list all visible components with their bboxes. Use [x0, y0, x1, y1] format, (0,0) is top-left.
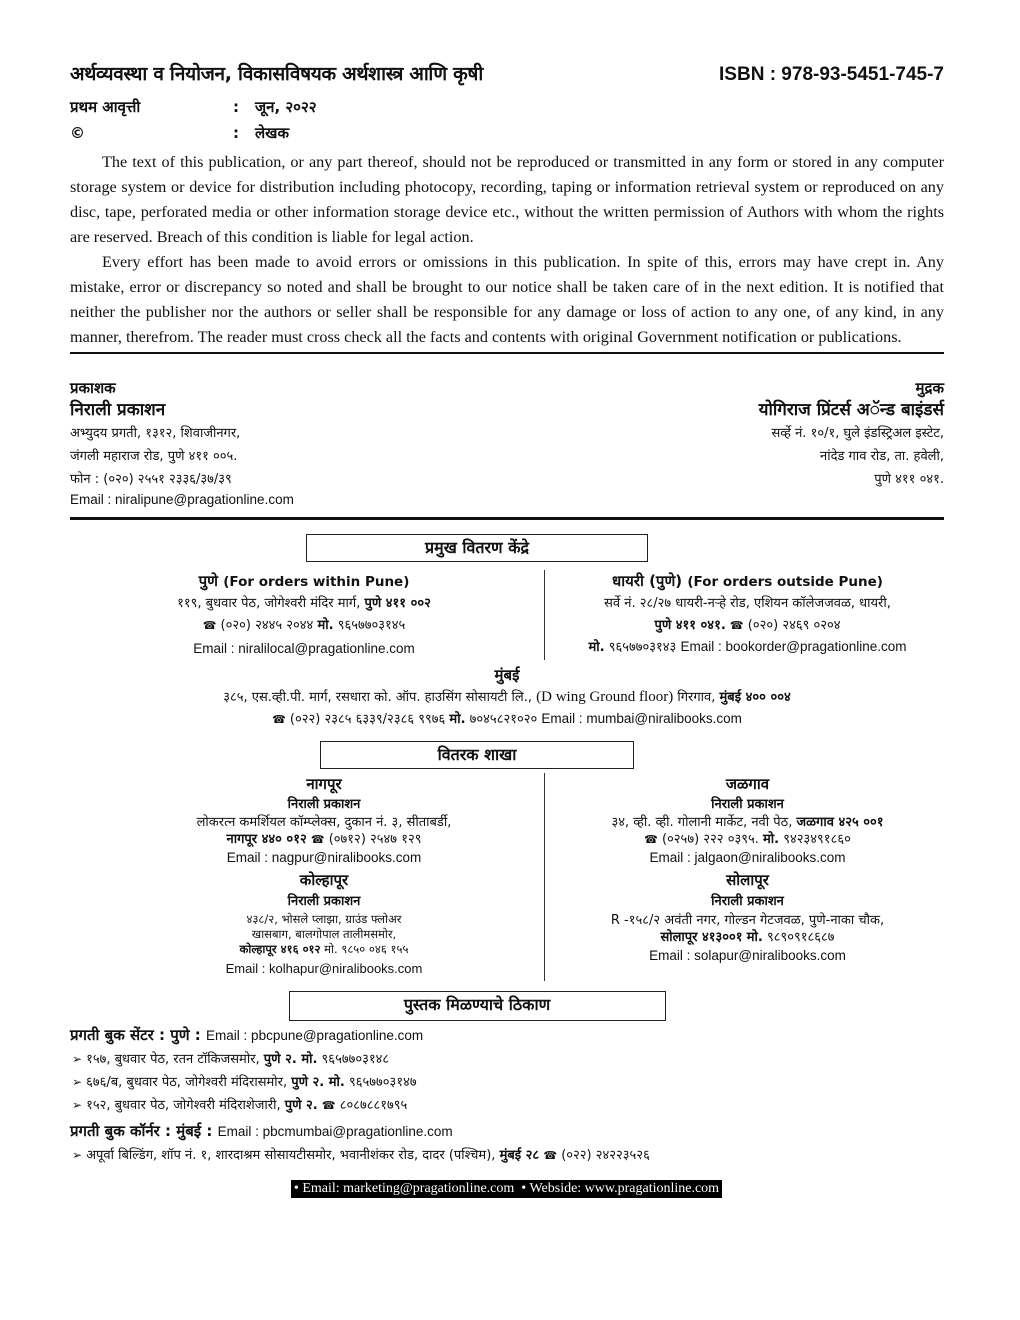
nagpur-pin: नागपूर ४४० ०१२	[226, 831, 307, 847]
item-city: पुणे २. मो.	[263, 1051, 318, 1067]
solapur-branch	[551, 869, 944, 965]
mobile-label: मो.	[746, 929, 763, 945]
item-address: १५७, बुधवार पेठ, रतन टॉकिजसमोर,	[86, 1051, 260, 1067]
pune-contact	[70, 615, 538, 637]
branch-columns	[70, 773, 944, 981]
pune-bookstore-email[interactable]: Email : pbcpune@pragationline.com	[206, 1027, 424, 1043]
pune-bookstore-item	[70, 1071, 944, 1094]
kolhapur-email[interactable]: Email : kolhapur@niralibooks.com	[225, 960, 423, 976]
mumbai-heading: मुंबई	[494, 665, 520, 684]
footer-email[interactable]: Email: marketing@pragationline.com	[302, 1180, 515, 1196]
publisher-printer-row	[70, 378, 944, 509]
item-number: ९६५७७०३१४७	[349, 1074, 417, 1090]
title-line	[70, 60, 944, 86]
pune-phone: (०२०) २४४५ २०४४	[220, 617, 314, 633]
nagpur-branch	[110, 773, 538, 867]
solapur-mobile: ९८९०९१८६८७	[766, 929, 835, 945]
branches-right-column	[545, 773, 944, 981]
kolhapur-branch	[110, 869, 538, 981]
nagpur-email[interactable]: Email : nagpur@niralibooks.com	[226, 849, 422, 865]
mumbai-address	[70, 686, 944, 709]
solapur-org: निराली प्रकाशन	[711, 893, 784, 909]
branches-left-column	[70, 773, 545, 981]
pune-note: (For orders within Pune)	[223, 573, 410, 590]
isbn: ISBN : 978-93-5451-745-7	[719, 64, 944, 85]
mobile-label: मो.	[588, 639, 605, 655]
item-city: पुणे २.	[284, 1097, 318, 1113]
jalgaon-email[interactable]: Email : jalgaon@niralibooks.com	[649, 849, 846, 865]
item-number: (०२२) २४२२३५२६	[561, 1147, 650, 1163]
printer-name: योगिराज प्रिंटर्स अॅन्ड बाइंडर्स	[758, 400, 944, 420]
jalgaon-city: जळगाव	[725, 774, 770, 793]
phone-icon: ☎	[272, 712, 286, 726]
publisher-address-1: अभ्युदय प्रगती, १३१२, शिवाजीनगर,	[70, 426, 241, 441]
mobile-label: मो.	[763, 831, 780, 847]
solapur-address: R -१५८/२ अवंती नगर, गोल्डन गेटजवळ, पुणे-नाका चौक,	[610, 912, 885, 928]
item-city: मुंबई २८	[499, 1147, 540, 1163]
phone-icon: ☎	[644, 832, 658, 846]
jalgaon-contact	[551, 831, 944, 848]
copyright-row	[70, 122, 944, 144]
printer-block	[524, 378, 944, 509]
book-title: अर्थव्यवस्था व नियोजन, विकासविषयक अर्थशास्त्र आणि कृषी	[70, 63, 484, 85]
mobile-label: मो.	[317, 617, 334, 633]
kolhapur-address-1: ४३८/२, भोसले प्लाझा, ग्राउंड फ्लोअर	[246, 911, 402, 926]
dhayari-mobile: ९६५७७०३१४३	[608, 639, 677, 655]
dhayari-center	[545, 570, 944, 660]
mobile-label: मो.	[449, 711, 466, 727]
mumbai-phone: (०२२) २३८५ ६३३९/२३८६ ९९७६	[289, 711, 446, 727]
solapur-city: सोलापूर	[726, 870, 769, 889]
kolhapur-org: निराली प्रकाशन	[287, 893, 361, 909]
item-number: ९६५७७०३१४८	[321, 1051, 390, 1067]
mumbai-pin: मुंबई ४०० ००४	[719, 689, 791, 705]
pune-email[interactable]: Email : niralilocal@pragationline.com	[193, 640, 415, 656]
item-address: ६७६/ब, बुधवार पेठ, जोगेश्वरी मंदिरासमोर,	[86, 1074, 288, 1090]
pune-mobile: ९६५७७०३१४५	[337, 617, 406, 633]
pune-city: पुणे	[198, 571, 218, 590]
arrow-bullet-icon: ➢	[72, 1097, 83, 1112]
pune-address-text: ११९, बुधवार पेठ, जोगेश्वरी मंदिर मार्ग,	[177, 595, 361, 611]
jalgaon-org: निराली प्रकाशन	[711, 796, 784, 812]
phone-icon: ☎	[202, 618, 217, 632]
mumbai-address-en: (D wing Ground floor)	[536, 688, 674, 705]
printer-address-3: पुणे ४११ ०४१.	[874, 472, 944, 487]
printer-heading: मुद्रक	[915, 379, 944, 397]
item-address: १५२, बुधवार पेठ, जोगेश्वरी मंदिराशेजारी,	[86, 1097, 281, 1113]
copyright-value: लेखक	[255, 124, 289, 142]
nagpur-phone: (०७१२) २५४७ १२९	[328, 831, 422, 847]
distribution-columns	[70, 570, 944, 660]
mumbai-mobile: ७०४५८२१०२०	[469, 711, 538, 727]
publisher-address-2: जंगली महाराज रोड, पुणे ४११ ००५.	[70, 449, 238, 464]
edition-value: जून, २०२२	[255, 98, 317, 116]
divider	[70, 517, 944, 520]
solapur-pin: सोलापूर ४१३००१	[660, 929, 743, 945]
mobile-label: मो.	[324, 941, 338, 956]
kolhapur-pin: कोल्हापूर ४१६ ०१२	[239, 941, 321, 956]
footer-bar	[291, 1180, 722, 1198]
legal-paragraph-1: The text of this publication, or any part thereof, should not be reproduced or transmitted in any form or stored in any computer storage system or device for distribution including photocopy, recording, taping or information retrieval system or reproduced on any disc, tape, perforated media or other information storage device etc., without the written permission of Authors with whom the rights are reserved. Breach of this condition is liable for legal action.	[70, 153, 944, 246]
arrow-bullet-icon: ➢	[72, 1051, 83, 1066]
dhayari-note: (For orders outside Pune)	[687, 573, 883, 590]
kolhapur-address-2: खासबाग, बालगोपाल तालीमसमोर,	[251, 926, 397, 941]
dhayari-address: सर्वे नं. २८/२७ धायरी-नऱ्हे रोड, एशियन कॉलेजजवळ, धायरी,	[604, 595, 891, 611]
dhayari-city: धायरी (पुणे)	[612, 571, 683, 590]
legal-paragraph-2: Every effort has been made to avoid errors or omissions in this publication. In spite of this, errors may have crept in. Any mistake, error or discrepancy so noted and shall be brought to our notice shall be taken care of in the next edition. It is notified that neither the publisher nor the authors or seller shall be responsible for any damage or loss of action to any one, of any kind, in any manner, therefrom. The reader must cross check all the facts and contents with original Government notification or publications.	[70, 253, 944, 346]
mumbai-address-text: ३८५, एस.व्ही.पी. मार्ग, रसधारा को. ऑप. हाउसिंग सोसायटी लि.,	[223, 689, 537, 705]
footer-website[interactable]: Webside: www.pragationline.com	[529, 1180, 720, 1196]
bullet-icon: •	[293, 1180, 299, 1196]
arrow-bullet-icon: ➢	[72, 1074, 83, 1089]
jalgaon-address	[551, 814, 944, 831]
mumbai-bookstore-item	[70, 1144, 944, 1167]
edition-row	[70, 96, 944, 118]
publisher-phone: फोन : (०२०) २५५१ २३३६/३७/३९	[70, 472, 232, 487]
footer	[70, 1177, 944, 1198]
pune-bookstore-item	[70, 1048, 944, 1071]
pune-center	[70, 570, 545, 660]
bookstores-title: पुस्तक मिळण्याचे ठिकाण	[289, 991, 666, 1021]
publisher-email[interactable]: Email : niralipune@pragationline.com	[70, 492, 294, 507]
mumbai-center	[70, 664, 944, 731]
dhayari-pin: पुणे ४११ ०४१.	[654, 617, 726, 633]
phone-icon: ☎	[321, 1098, 336, 1112]
item-address: अपूर्वा बिल्डिंग, शॉप नं. १, शारदाश्रम सोसायटीसमोर, भवानीशंकर रोड, दादर (पश्चिम),	[86, 1147, 496, 1163]
branches-title: वितरक शाखा	[320, 741, 634, 769]
mumbai-contact	[70, 709, 944, 731]
pune-bookstore-item	[70, 1094, 944, 1117]
dhayari-heading	[551, 570, 944, 593]
publisher-heading: प्रकाशक	[70, 379, 116, 397]
pune-bookstore-heading	[70, 1023, 944, 1048]
nagpur-address: लोकरत्न कमर्शियल कॉम्प्लेक्स, दुकान नं. ३, सीताबर्डी,	[196, 814, 452, 830]
dhayari-email[interactable]: Email : bookorder@pragationline.com	[680, 638, 907, 654]
copyright-symbol: ©	[70, 124, 85, 142]
phone-icon: ☎	[543, 1148, 558, 1162]
mumbai-bookstore-email[interactable]: Email : pbcmumbai@pragationline.com	[217, 1123, 453, 1139]
dhayari-mobile-row	[551, 637, 944, 659]
jalgaon-pin: जळगाव ४२५ ००१	[796, 814, 884, 830]
pune-address	[70, 593, 538, 615]
publisher-block	[70, 378, 490, 509]
edition-label: प्रथम आवृत्ती	[70, 98, 141, 116]
mumbai-bookstore-name: प्रगती बुक कॉर्नर : मुंबई :	[70, 1121, 213, 1140]
solapur-email[interactable]: Email : solapur@niralibooks.com	[649, 947, 846, 963]
kolhapur-contact	[110, 942, 538, 957]
publisher-name: निराली प्रकाशन	[70, 400, 166, 420]
jalgaon-phone: (०२५७) २२२ ०३९५.	[661, 831, 759, 847]
pune-bookstore-name: प्रगती बुक सेंटर : पुणे :	[70, 1025, 201, 1044]
item-number: ८०८७८८१७९५	[339, 1097, 408, 1113]
nagpur-org: निराली प्रकाशन	[287, 796, 361, 812]
mumbai-address-area: गिरगाव,	[673, 689, 720, 705]
colon: :	[233, 124, 239, 142]
nagpur-contact	[110, 831, 538, 848]
colon: :	[233, 98, 239, 116]
kolhapur-mobile: ९८५० ०४६ १५५	[341, 941, 409, 956]
mumbai-email[interactable]: Email : mumbai@niralibooks.com	[541, 710, 742, 726]
printer-address-2: नांदेड गाव रोड, ता. हवेली,	[819, 449, 944, 464]
jalgaon-branch	[551, 773, 944, 867]
kolhapur-city: कोल्हापूर	[299, 870, 349, 889]
divider	[70, 352, 944, 354]
page	[70, 0, 944, 1228]
nagpur-city: नागपूर	[306, 774, 342, 793]
bullet-icon: •	[521, 1180, 527, 1196]
dhayari-contact	[551, 615, 944, 637]
pune-pin: पुणे ४११ ००२	[364, 595, 431, 611]
pune-heading	[70, 570, 538, 593]
mumbai-bookstore-heading	[70, 1119, 944, 1144]
legal-notice	[70, 150, 944, 350]
item-city: पुणे २. मो.	[291, 1074, 345, 1090]
phone-icon: ☎	[310, 832, 325, 846]
distribution-title: प्रमुख वितरण केंद्रे	[306, 534, 648, 562]
phone-icon: ☎	[729, 618, 744, 632]
jalgaon-mobile: ९४२३४९१८६०	[783, 831, 851, 847]
solapur-contact	[551, 929, 944, 946]
arrow-bullet-icon: ➢	[72, 1147, 83, 1162]
dhayari-phone: (०२०) २४६९ ०२०४	[747, 617, 841, 633]
printer-address-1: सर्व्हे नं. १०/१, घुले इंडस्ट्रिअल इस्टेट,	[771, 426, 944, 441]
jalgaon-address-text: ३४, व्ही. व्ही. गोलानी मार्केट, नवी पेठ,	[611, 814, 793, 830]
